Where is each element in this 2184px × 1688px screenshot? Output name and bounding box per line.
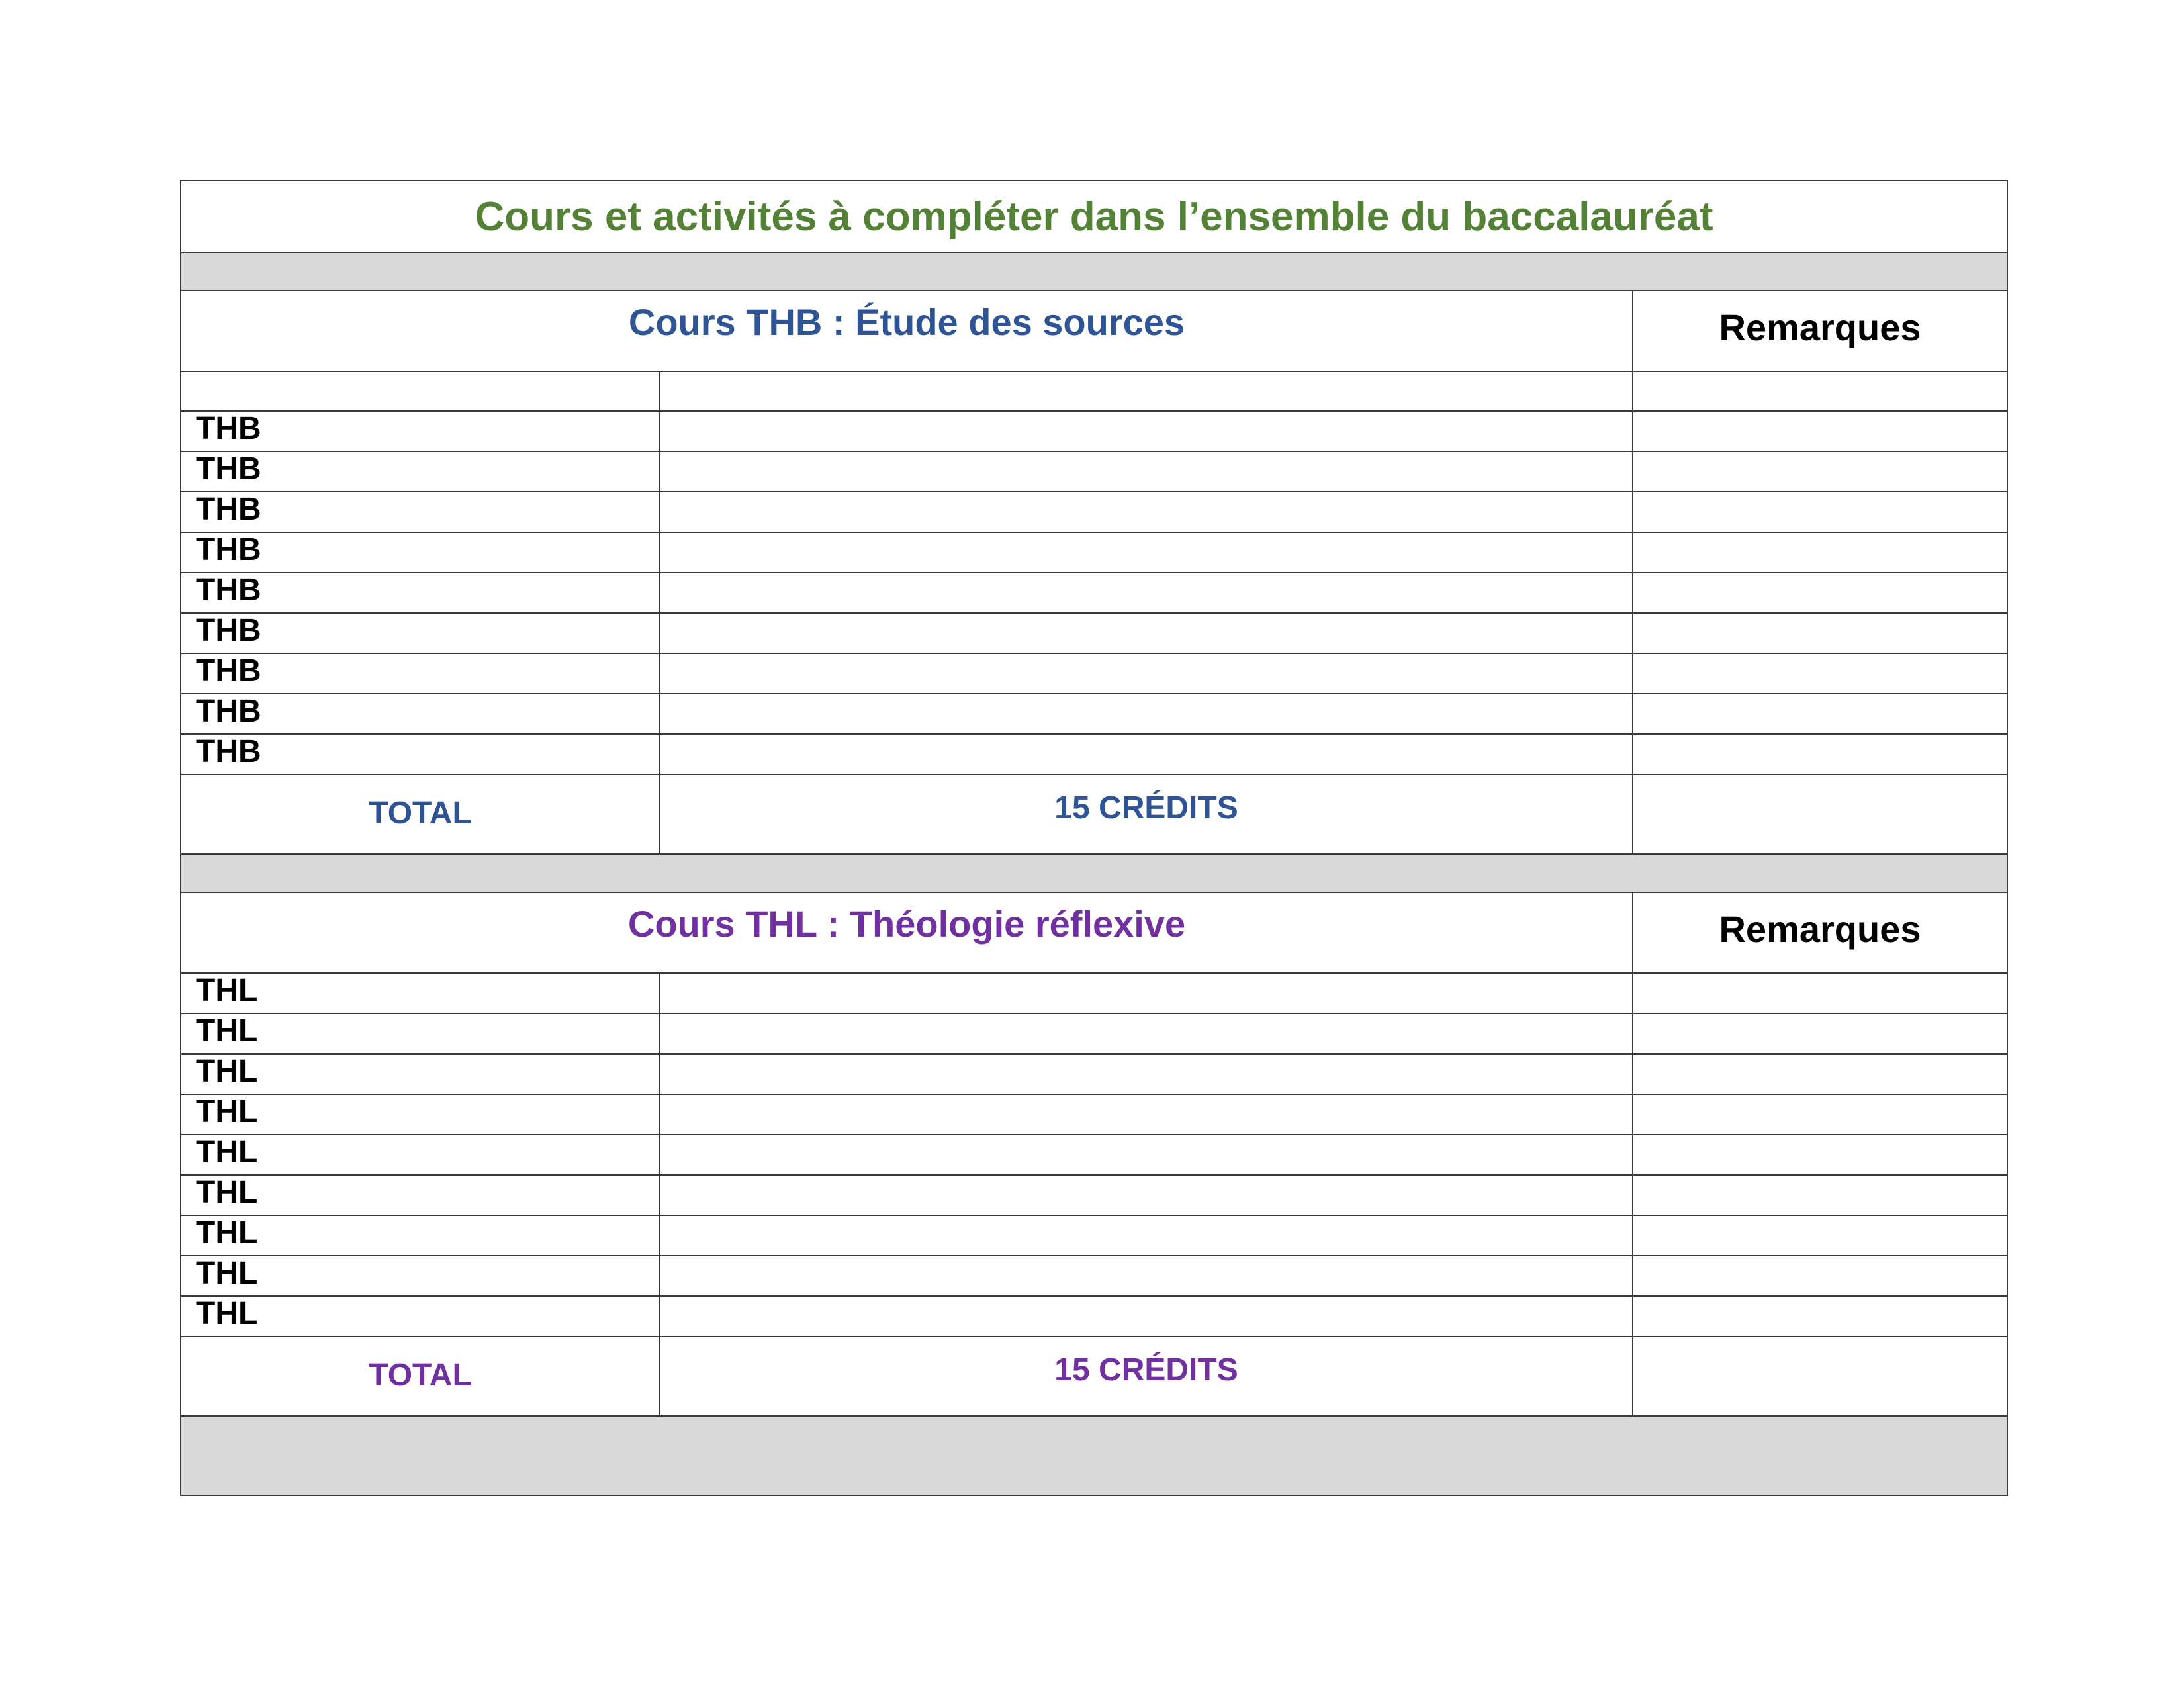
course-code: THL [196, 1054, 258, 1089]
credits-cell [660, 1337, 1633, 1415]
course-code: THL [196, 1135, 258, 1170]
course-code: THB [196, 613, 261, 648]
code-cell[interactable] [181, 1297, 660, 1336]
course-title-cell[interactable] [660, 412, 1633, 451]
table-row [181, 412, 2007, 452]
remarks-cell[interactable] [1633, 694, 2007, 733]
table-row [181, 573, 2007, 614]
course-title-cell[interactable] [660, 452, 1633, 491]
separator-row [181, 855, 2007, 893]
separator-row [181, 253, 2007, 291]
code-cell[interactable] [181, 372, 660, 410]
table-row [181, 452, 2007, 492]
thl-section-title: Cours THL : Théologie réflexive [627, 903, 1186, 945]
course-form-table [180, 180, 2008, 1496]
code-cell[interactable] [181, 694, 660, 733]
course-title-cell[interactable] [660, 533, 1633, 572]
remarks-cell[interactable] [1633, 1256, 2007, 1295]
remarks-cell[interactable] [1633, 573, 2007, 612]
table-row [181, 1216, 2007, 1256]
course-code: THL [196, 973, 258, 1008]
title-row [181, 181, 2007, 253]
code-cell[interactable] [181, 1176, 660, 1215]
remarks-cell[interactable] [1633, 775, 2007, 853]
code-cell[interactable] [181, 614, 660, 653]
table-row [181, 614, 2007, 654]
thb-section-title: Cours THB : Étude des sources [628, 301, 1185, 343]
course-title-cell[interactable] [660, 1176, 1633, 1215]
credits-cell [660, 775, 1633, 853]
thl-title-cell [181, 893, 1633, 972]
code-cell[interactable] [181, 1216, 660, 1255]
title-cell [181, 181, 2007, 252]
code-cell[interactable] [181, 1014, 660, 1053]
course-code: THL [196, 1094, 258, 1129]
course-code: THB [196, 653, 261, 688]
remarks-cell[interactable] [1633, 1176, 2007, 1215]
thl-credits: 15 CRÉDITS [1054, 1352, 1238, 1387]
code-cell[interactable] [181, 654, 660, 693]
course-code: THB [196, 451, 261, 487]
course-code: THB [196, 694, 261, 729]
remarks-cell[interactable] [1633, 1297, 2007, 1336]
remarks-cell[interactable] [1633, 735, 2007, 774]
code-cell[interactable] [181, 573, 660, 612]
course-title-cell[interactable] [660, 974, 1633, 1013]
code-cell[interactable] [181, 735, 660, 774]
thb-total-label: TOTAL [369, 796, 472, 831]
table-row [181, 1014, 2007, 1055]
course-code: THB [196, 411, 261, 446]
course-title-cell[interactable] [660, 1135, 1633, 1174]
code-cell[interactable] [181, 974, 660, 1013]
code-cell[interactable] [181, 1256, 660, 1295]
course-code: THB [196, 573, 261, 608]
remarks-cell[interactable] [1633, 452, 2007, 491]
code-cell[interactable] [181, 492, 660, 532]
table-row [181, 492, 2007, 533]
remarks-cell[interactable] [1633, 412, 2007, 451]
code-cell[interactable] [181, 452, 660, 491]
thl-remarks-header [1633, 893, 2007, 972]
course-code: THB [196, 734, 261, 769]
course-title-cell[interactable] [660, 735, 1633, 774]
thl-header-row [181, 893, 2007, 974]
thb-remarks-header [1633, 291, 2007, 371]
remarks-cell[interactable] [1633, 1055, 2007, 1094]
remarks-cell[interactable] [1633, 614, 2007, 653]
table-row [181, 1095, 2007, 1135]
thb-title-cell [181, 291, 1633, 371]
thl-total-label: TOTAL [369, 1358, 472, 1393]
course-code: THB [196, 492, 261, 527]
code-cell[interactable] [181, 1095, 660, 1134]
course-code: THL [196, 1256, 258, 1291]
table-row [181, 735, 2007, 775]
course-title-cell[interactable] [660, 1095, 1633, 1134]
remarks-cell[interactable] [1633, 654, 2007, 693]
thb-remarks-label: Remarques [1719, 306, 1921, 348]
course-title-cell[interactable] [660, 694, 1633, 733]
course-title-cell[interactable] [660, 1256, 1633, 1295]
page-title: Cours et activités à compléter dans l’ensemble du baccalauréat [475, 193, 1713, 240]
table-row [181, 1055, 2007, 1095]
remarks-cell[interactable] [1633, 1216, 2007, 1255]
table-row [181, 1256, 2007, 1297]
footer-separator-row [181, 1417, 2007, 1495]
thb-credits: 15 CRÉDITS [1054, 790, 1238, 825]
course-code: THB [196, 532, 261, 567]
table-row [181, 1297, 2007, 1337]
remarks-cell[interactable] [1633, 372, 2007, 410]
remarks-cell[interactable] [1633, 1135, 2007, 1174]
thb-blank-row [181, 372, 2007, 412]
course-title-cell[interactable] [660, 573, 1633, 612]
code-cell[interactable] [181, 412, 660, 451]
table-row [181, 974, 2007, 1014]
code-cell[interactable] [181, 1135, 660, 1174]
code-cell[interactable] [181, 533, 660, 572]
remarks-cell[interactable] [1633, 1337, 2007, 1415]
table-row [181, 654, 2007, 694]
total-label-cell [181, 775, 660, 853]
code-cell[interactable] [181, 1055, 660, 1094]
course-title-cell[interactable] [660, 372, 1633, 410]
table-row [181, 1135, 2007, 1176]
total-label-cell [181, 1337, 660, 1415]
course-title-cell[interactable] [660, 614, 1633, 653]
remarks-cell[interactable] [1633, 533, 2007, 572]
remarks-cell[interactable] [1633, 1095, 2007, 1134]
remarks-cell[interactable] [1633, 1014, 2007, 1053]
course-code: THL [196, 1296, 258, 1331]
thb-total-row [181, 775, 2007, 855]
course-code: THL [196, 1215, 258, 1250]
course-title-cell[interactable] [660, 1216, 1633, 1255]
thl-total-row [181, 1337, 2007, 1417]
course-title-cell[interactable] [660, 1014, 1633, 1053]
remarks-cell[interactable] [1633, 492, 2007, 532]
course-title-cell[interactable] [660, 1055, 1633, 1094]
course-title-cell[interactable] [660, 654, 1633, 693]
remarks-cell[interactable] [1633, 974, 2007, 1013]
course-code: THL [196, 1175, 258, 1210]
thl-remarks-label: Remarques [1719, 908, 1921, 950]
thb-header-row [181, 291, 2007, 372]
course-code: THL [196, 1013, 258, 1049]
course-title-cell[interactable] [660, 1297, 1633, 1336]
course-title-cell[interactable] [660, 492, 1633, 532]
table-row [181, 1176, 2007, 1216]
table-row [181, 533, 2007, 573]
table-row [181, 694, 2007, 735]
